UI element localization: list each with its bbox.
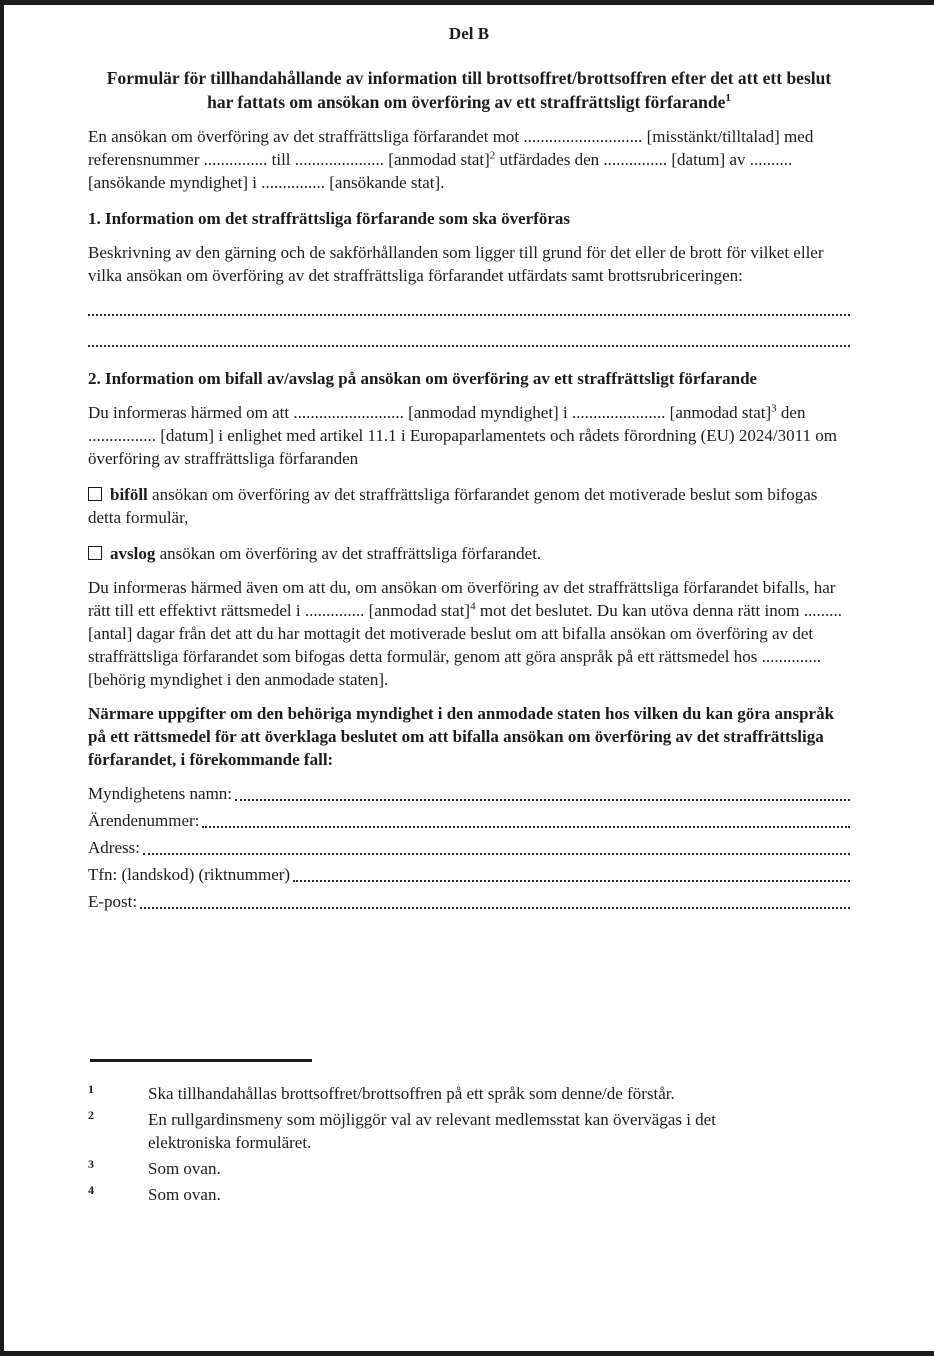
field-label: E-post: [88,892,138,911]
remedy-paragraph: Du informeras härmed även om att du, om ansökan om överföring av det straffrättsliga förfarandet bifalls, har rätt till ett effektivt rättsmedel i .............. [anmodad stat]$^4$ mot det beslutet. Du kan utöva denna rätt inom ......... [antal] dagar från det att du har mottagit det motiverade beslut om att bifalla ansökan om överföring av det straffrättsliga förfarandet som bifogas detta formulär, genom att göra anspråk på ett rättsmedel hos .............. [behörig myndighet i den anmodade staten]. [88,578,842,689]
footnotes-section [88,1059,850,1206]
footnote-separator-rule [90,1059,312,1062]
footnote-number: 3 [88,1157,94,1171]
field-row-email [88,886,850,913]
scan-border-bottom [0,1351,934,1356]
footnote-item [88,1157,850,1180]
footnote-item [88,1108,850,1154]
option-avslog-row [88,542,850,565]
footnote-text: Som ovan. [148,1159,221,1178]
authority-fields [88,778,850,913]
footnote-number: 1 [88,1082,94,1096]
section1-description: Beskrivning av den gärning och de sakförhållanden som ligger till grund för det eller de brott för vilket eller vilka ansökan om överföring av det straffrättsliga förfarandet utfärdats samt brottsrubriceringen: [88,243,824,285]
field-row-authority-name [88,778,850,805]
field-label: Adress: [88,838,140,857]
intro-paragraph: En ansökan om överföring av det straffrättsliga förfarandet mot ............................ [misstänkt/tilltalad] med referensnummer ............... till ..................... [anmodad stat]$^2$ utfärdades den ............... [datum] av .......... [ansökande myndighet] i ............... [ansökande stat]. [88,127,814,192]
field-input-line [202,826,850,828]
footnote-text: Ska tillhandahållas brottsoffret/brottsoffren på ett språk som denne/de förstår. [148,1084,675,1103]
field-row-case-number [88,805,850,832]
section1-heading: 1. Information om det straffrättsliga förfarande som ska överföras [88,209,571,228]
footnote-number: 2 [88,1108,94,1122]
footnote-text: Som ovan. [148,1185,221,1204]
footnote-text: En rullgardinsmeny som möjliggör val av relevant medlemsstat kan övervägas i det elektroniska formuläret. [148,1110,716,1152]
scan-border-left [0,0,4,1356]
field-label: Ärendenummer: [88,811,200,830]
form-title: Formulär för tillhandahållande av information till brottsoffret/brottsoffren efter det att ett beslut har fattats om ansökan om överföring av ett straffrättsligt förfarande$^1$ [106,68,832,112]
fill-in-line [88,345,850,347]
fill-in-line [88,314,850,316]
authority-details-heading: Närmare uppgifter om den behöriga myndighet i den anmodade staten hos vilken du kan göra anspråk på ett rättsmedel för att överklaga beslutet om att bifalla ansökan om överföring av det straffrättsliga förfarandet, i förekommande fall: [88,704,835,769]
footnote-number: 4 [88,1183,94,1197]
footnote-item [88,1082,850,1105]
bifoll-checkbox[interactable] [88,487,102,501]
field-row-address [88,832,850,859]
form-content [88,0,850,1206]
footnote-item [88,1183,850,1206]
part-label: Del B [448,24,490,43]
option-bifoll-row [88,483,850,529]
section2-heading: 2. Information om bifall av/avslag på ansökan om överföring av ett straffrättsligt förfarande [88,369,758,388]
bifoll-label: biföll ansökan om överföring av det straffrättsliga förfarandet genom det motiverade beslut som bifogas detta formulär, [88,485,818,527]
avslog-label: avslog ansökan om överföring av det straffrättsliga förfarandet. [110,544,542,563]
field-row-phone [88,859,850,886]
field-input-line [235,799,850,801]
field-label: Tfn: (landskod) (riktnummer) [88,865,291,884]
avslog-checkbox[interactable] [88,546,102,560]
field-label: Myndighetens namn: [88,784,233,803]
field-input-line [293,880,850,882]
section2-intro-paragraph: Du informeras härmed om att .......................... [anmodad myndighet] i ...................... [anmodad stat]$^3$ den ................ [datum] i enlighet med artikel 11.1 i Europaparlamentets och rådets förordning (EU) 2024/3011 om överföring av straffrättsliga förfaranden [88,402,837,468]
field-input-line [143,853,850,855]
field-input-line [140,907,850,909]
